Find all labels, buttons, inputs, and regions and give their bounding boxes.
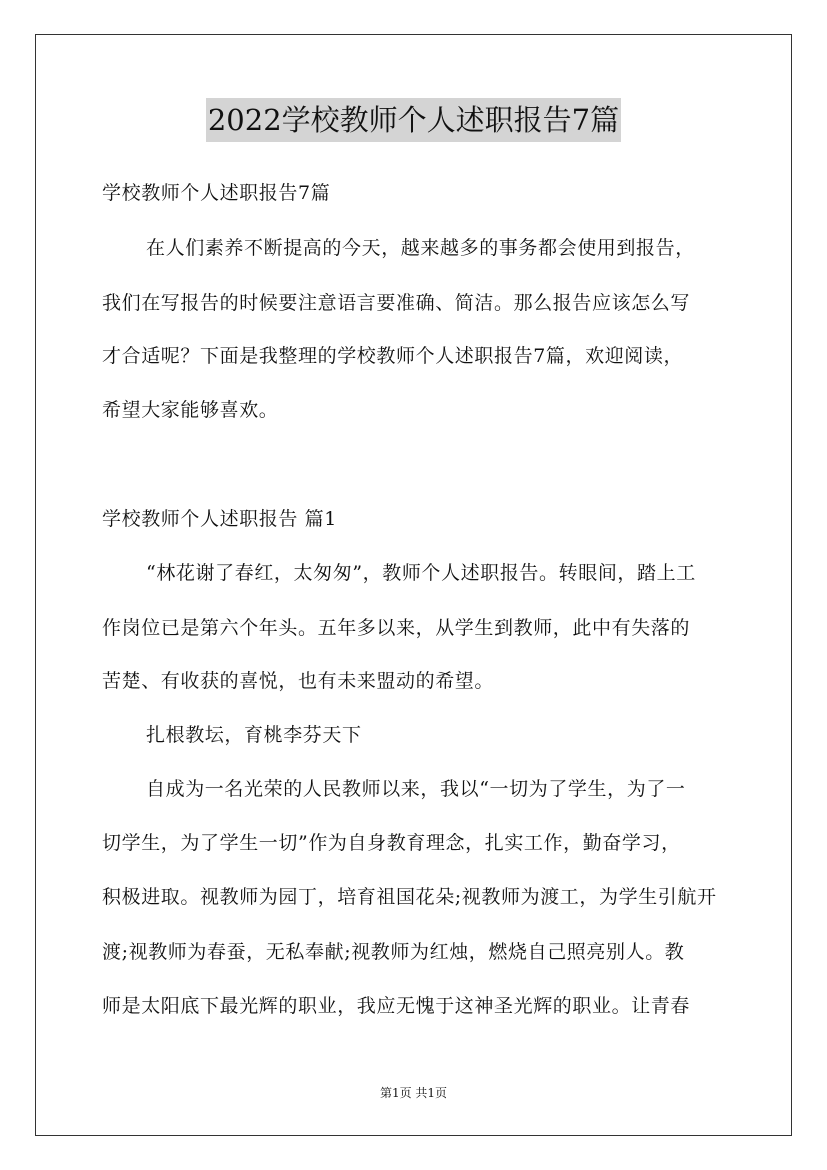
intro-line-1: 在人们素养不断提高的今天，越来越多的事务都会使用到报告， [146, 237, 695, 259]
page-footer: 第1页 共1页 [379, 1086, 448, 1100]
subheading: 扎根教坛，育桃李芬天下 [146, 724, 362, 746]
para2-line-4: 渡;视教师为春蚕，无私奉献;视教师为红烛，燃烧自己照亮别人。教 [102, 941, 685, 963]
para2-line-3: 积极进取。视教师为园丁，培育祖国花朵;视教师为渡工，为学生引航开 [102, 886, 717, 908]
intro-line-2: 我们在写报告的时候要注意语言要准确、简洁。那么报告应该怎么写 [102, 292, 691, 314]
section-heading: 学校教师个人述职报告 篇1 [102, 508, 337, 530]
para2-line-5: 师是太阳底下最光辉的职业，我应无愧于这神圣光辉的职业。让青春 [102, 995, 691, 1017]
document-title-text: 2022学校教师个人述职报告7篇 [206, 98, 621, 142]
para1-line-1: “林花谢了春红，太匆匆”，教师个人述职报告。转眼间，踏上工 [146, 562, 696, 584]
intro-line-4: 希望大家能够喜欢。 [102, 399, 279, 421]
para1-line-2: 作岗位已是第六个年头。五年多以来，从学生到教师，此中有失落的 [102, 617, 691, 639]
para1-line-3: 苦楚、有收获的喜悦，也有未来盟动的希望。 [102, 670, 495, 692]
document-subtitle: 学校教师个人述职报告7篇 [102, 182, 331, 204]
para2-line-1: 自成为一名光荣的人民教师以来，我以“一切为了学生，为了一 [146, 778, 686, 800]
para2-line-2: 切学生，为了学生一切”作为自身教育理念，扎实工作，勤奋学习， [102, 832, 681, 854]
intro-line-3: 才合适呢？下面是我整理的学校教师个人述职报告7篇，欢迎阅读， [102, 345, 684, 367]
document-title [0, 98, 827, 142]
